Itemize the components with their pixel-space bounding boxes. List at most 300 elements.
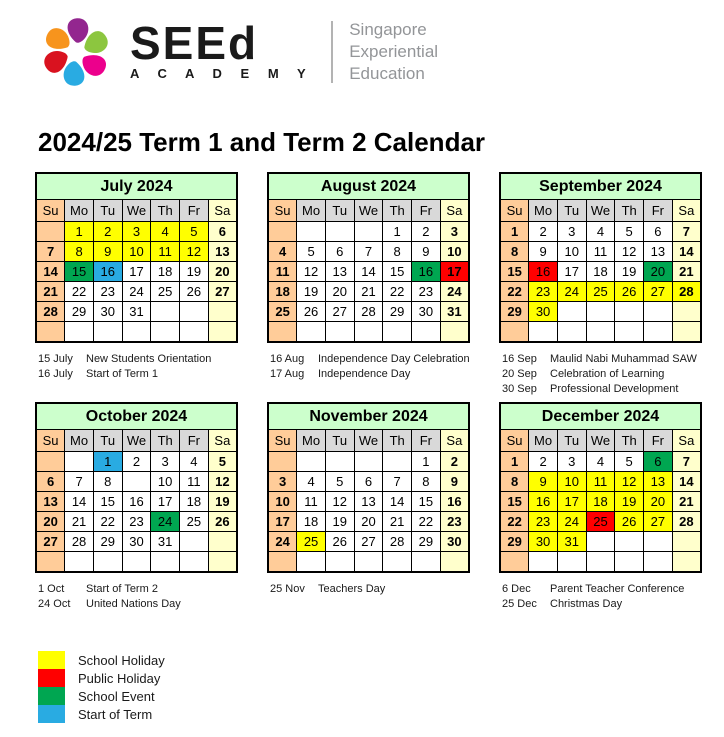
month-title: September 2024 xyxy=(500,173,701,200)
day-cell-9: 9 xyxy=(412,242,441,262)
month-title: December 2024 xyxy=(500,403,701,430)
day-cell-3: 3 xyxy=(268,472,297,492)
day-cell-empty xyxy=(615,552,644,573)
day-cell-25: 25 xyxy=(297,532,326,552)
note-date: 25 Dec xyxy=(502,598,537,610)
day-cell-12: 12 xyxy=(208,472,237,492)
day-cell-10: 10 xyxy=(440,242,469,262)
day-cell-21: 21 xyxy=(672,492,701,512)
legend-swatch-school-event xyxy=(38,687,65,705)
day-cell-empty xyxy=(644,532,673,552)
day-cell-8: 8 xyxy=(65,242,94,262)
day-cell-22: 22 xyxy=(383,282,412,302)
day-cell-12: 12 xyxy=(615,242,644,262)
weekday-header-we: We xyxy=(354,430,383,452)
day-cell-1: 1 xyxy=(500,452,529,472)
day-cell-12: 12 xyxy=(297,262,326,282)
day-cell-23: 23 xyxy=(440,512,469,532)
day-cell-23: 23 xyxy=(412,282,441,302)
weekday-header-fr: Fr xyxy=(644,430,673,452)
day-cell-22: 22 xyxy=(65,282,94,302)
month-calendar-october xyxy=(35,402,238,632)
logo xyxy=(36,12,438,92)
note-date: 6 Dec xyxy=(502,583,531,595)
weekday-header-we: We xyxy=(586,200,615,222)
day-cell-6: 6 xyxy=(36,472,65,492)
day-cell-8: 8 xyxy=(500,472,529,492)
day-cell-empty xyxy=(672,532,701,552)
day-cell-6: 6 xyxy=(208,222,237,242)
day-cell-3: 3 xyxy=(440,222,469,242)
day-cell-15: 15 xyxy=(500,492,529,512)
calendar-table xyxy=(267,172,470,343)
day-cell-empty xyxy=(615,532,644,552)
note-date: 20 Sep xyxy=(502,368,537,380)
weekday-header-sa: Sa xyxy=(440,200,469,222)
day-cell-empty xyxy=(586,552,615,573)
day-cell-13: 13 xyxy=(208,242,237,262)
day-cell-empty xyxy=(36,322,65,343)
day-cell-7: 7 xyxy=(36,242,65,262)
day-cell-empty xyxy=(268,322,297,343)
day-cell-5: 5 xyxy=(615,222,644,242)
day-cell-empty xyxy=(672,322,701,343)
day-cell-empty xyxy=(151,552,180,573)
day-cell-19: 19 xyxy=(297,282,326,302)
day-cell-30: 30 xyxy=(412,302,441,322)
day-cell-16: 16 xyxy=(412,262,441,282)
day-cell-4: 4 xyxy=(297,472,326,492)
legend-label: Public Holiday xyxy=(78,670,161,686)
day-cell-26: 26 xyxy=(297,302,326,322)
day-cell-2: 2 xyxy=(122,452,151,472)
day-cell-9: 9 xyxy=(93,242,122,262)
note-date: 25 Nov xyxy=(270,583,305,595)
day-cell-22: 22 xyxy=(500,512,529,532)
legend-label: School Holiday xyxy=(78,652,165,668)
day-cell-3: 3 xyxy=(557,452,586,472)
day-cell-5: 5 xyxy=(297,242,326,262)
day-cell-29: 29 xyxy=(65,302,94,322)
day-cell-11: 11 xyxy=(151,242,180,262)
petal xyxy=(68,18,89,42)
day-cell-31: 31 xyxy=(557,532,586,552)
day-cell-18: 18 xyxy=(180,492,209,512)
note-date: 24 Oct xyxy=(38,598,71,610)
day-cell-23: 23 xyxy=(529,282,558,302)
day-cell-15: 15 xyxy=(500,262,529,282)
day-cell-28: 28 xyxy=(36,302,65,322)
day-cell-14: 14 xyxy=(672,242,701,262)
day-cell-31: 31 xyxy=(122,302,151,322)
day-cell-17: 17 xyxy=(557,262,586,282)
day-cell-empty xyxy=(93,322,122,343)
day-cell-13: 13 xyxy=(644,472,673,492)
day-cell-8: 8 xyxy=(383,242,412,262)
day-cell-empty xyxy=(412,552,441,573)
calendar-table xyxy=(35,172,238,343)
day-cell-empty xyxy=(412,322,441,343)
day-cell-15: 15 xyxy=(93,492,122,512)
day-cell-empty xyxy=(354,452,383,472)
legend-row-school-holiday xyxy=(38,651,165,669)
weekday-header-sa: Sa xyxy=(672,200,701,222)
day-cell-24: 24 xyxy=(557,512,586,532)
day-cell-31: 31 xyxy=(151,532,180,552)
note-label: Independence Day Celebration xyxy=(318,353,470,365)
weekday-header-tu: Tu xyxy=(93,430,122,452)
day-cell-27: 27 xyxy=(644,512,673,532)
legend-row-school-event xyxy=(38,687,165,705)
day-cell-6: 6 xyxy=(644,222,673,242)
weekday-header-tu: Tu xyxy=(557,430,586,452)
day-cell-empty xyxy=(529,552,558,573)
weekday-header-we: We xyxy=(122,430,151,452)
day-cell-2: 2 xyxy=(93,222,122,242)
day-cell-3: 3 xyxy=(557,222,586,242)
note-row xyxy=(502,582,702,597)
day-cell-20: 20 xyxy=(644,262,673,282)
day-cell-empty xyxy=(440,552,469,573)
day-cell-15: 15 xyxy=(65,262,94,282)
weekday-header-su: Su xyxy=(268,200,297,222)
note-date: 15 July xyxy=(38,353,73,365)
day-cell-20: 20 xyxy=(325,282,354,302)
note-date: 16 Aug xyxy=(270,353,305,365)
day-cell-7: 7 xyxy=(354,242,383,262)
weekday-header-su: Su xyxy=(500,430,529,452)
month-calendar-december xyxy=(499,402,702,632)
day-cell-16: 16 xyxy=(529,492,558,512)
month-calendar-september xyxy=(499,172,702,402)
day-cell-19: 19 xyxy=(615,492,644,512)
day-cell-20: 20 xyxy=(36,512,65,532)
day-cell-empty xyxy=(180,552,209,573)
day-cell-empty xyxy=(586,302,615,322)
day-cell-10: 10 xyxy=(557,472,586,492)
day-cell-empty xyxy=(615,302,644,322)
day-cell-18: 18 xyxy=(268,282,297,302)
day-cell-24: 24 xyxy=(557,282,586,302)
weekday-header-th: Th xyxy=(151,200,180,222)
day-cell-30: 30 xyxy=(440,532,469,552)
weekday-header-su: Su xyxy=(36,200,65,222)
calendar-table xyxy=(499,172,702,343)
day-cell-empty xyxy=(122,322,151,343)
day-cell-15: 15 xyxy=(412,492,441,512)
day-cell-19: 19 xyxy=(208,492,237,512)
day-cell-14: 14 xyxy=(36,262,65,282)
day-cell-25: 25 xyxy=(180,512,209,532)
month-notes xyxy=(267,352,470,382)
weekday-header-mo: Mo xyxy=(65,430,94,452)
day-cell-empty xyxy=(325,322,354,343)
weekday-header-sa: Sa xyxy=(440,430,469,452)
day-cell-19: 19 xyxy=(325,512,354,532)
day-cell-2: 2 xyxy=(529,452,558,472)
day-cell-7: 7 xyxy=(383,472,412,492)
day-cell-empty xyxy=(208,302,237,322)
day-cell-28: 28 xyxy=(672,512,701,532)
day-cell-11: 11 xyxy=(268,262,297,282)
day-cell-empty xyxy=(180,322,209,343)
day-cell-2: 2 xyxy=(529,222,558,242)
note-date: 16 Sep xyxy=(502,353,537,365)
day-cell-10: 10 xyxy=(122,242,151,262)
day-cell-empty xyxy=(644,552,673,573)
day-cell-17: 17 xyxy=(440,262,469,282)
day-cell-16: 16 xyxy=(93,262,122,282)
legend-swatch-school-holiday xyxy=(38,651,65,669)
logo-academy-text: A C A D E M Y xyxy=(130,66,314,82)
day-cell-24: 24 xyxy=(268,532,297,552)
day-cell-27: 27 xyxy=(36,532,65,552)
day-cell-28: 28 xyxy=(383,532,412,552)
day-cell-5: 5 xyxy=(615,452,644,472)
day-cell-9: 9 xyxy=(440,472,469,492)
day-cell-4: 4 xyxy=(586,452,615,472)
day-cell-26: 26 xyxy=(615,282,644,302)
logo-tagline xyxy=(349,19,438,84)
day-cell-27: 27 xyxy=(325,302,354,322)
day-cell-empty xyxy=(644,322,673,343)
day-cell-22: 22 xyxy=(93,512,122,532)
day-cell-1: 1 xyxy=(412,452,441,472)
day-cell-28: 28 xyxy=(354,302,383,322)
legend-row-public-holiday xyxy=(38,669,165,687)
legend-row-start-of-term xyxy=(38,705,165,723)
day-cell-empty xyxy=(180,532,209,552)
day-cell-empty xyxy=(557,302,586,322)
note-label: Start of Term 2 xyxy=(86,583,158,595)
day-cell-23: 23 xyxy=(93,282,122,302)
day-cell-30: 30 xyxy=(93,302,122,322)
day-cell-empty xyxy=(615,322,644,343)
month-calendar-november xyxy=(267,402,470,632)
day-cell-empty xyxy=(297,222,326,242)
calendar-table xyxy=(499,402,702,573)
day-cell-empty xyxy=(180,302,209,322)
day-cell-empty xyxy=(529,322,558,343)
weekday-header-su: Su xyxy=(500,200,529,222)
day-cell-10: 10 xyxy=(151,472,180,492)
weekday-header-fr: Fr xyxy=(644,200,673,222)
day-cell-empty xyxy=(208,552,237,573)
day-cell-empty xyxy=(65,322,94,343)
day-cell-4: 4 xyxy=(268,242,297,262)
day-cell-empty xyxy=(208,322,237,343)
day-cell-13: 13 xyxy=(36,492,65,512)
day-cell-9: 9 xyxy=(529,242,558,262)
note-row xyxy=(270,367,470,382)
day-cell-11: 11 xyxy=(180,472,209,492)
day-cell-25: 25 xyxy=(151,282,180,302)
day-cell-13: 13 xyxy=(644,242,673,262)
day-cell-23: 23 xyxy=(529,512,558,532)
day-cell-10: 10 xyxy=(557,242,586,262)
weekday-header-fr: Fr xyxy=(180,200,209,222)
day-cell-8: 8 xyxy=(412,472,441,492)
note-label: Maulid Nabi Muhammad SAW xyxy=(550,353,697,365)
logo-tagline-line: Experiential xyxy=(349,42,439,62)
logo-divider xyxy=(331,21,333,83)
note-row xyxy=(502,382,702,397)
day-cell-18: 18 xyxy=(297,512,326,532)
day-cell-empty xyxy=(36,552,65,573)
month-calendar-august xyxy=(267,172,470,402)
day-cell-empty xyxy=(65,452,94,472)
day-cell-4: 4 xyxy=(180,452,209,472)
day-cell-empty xyxy=(672,552,701,573)
day-cell-empty xyxy=(297,552,326,573)
weekday-header-we: We xyxy=(354,200,383,222)
logo-tagline-line: Education xyxy=(349,63,425,83)
weekday-header-th: Th xyxy=(615,200,644,222)
note-date: 16 July xyxy=(38,368,73,380)
day-cell-29: 29 xyxy=(412,532,441,552)
note-label: Parent Teacher Conference xyxy=(550,583,685,595)
month-title: August 2024 xyxy=(268,173,469,200)
day-cell-16: 16 xyxy=(122,492,151,512)
day-cell-empty xyxy=(325,222,354,242)
day-cell-21: 21 xyxy=(65,512,94,532)
day-cell-empty xyxy=(93,552,122,573)
day-cell-empty xyxy=(500,552,529,573)
weekday-header-sa: Sa xyxy=(672,430,701,452)
day-cell-5: 5 xyxy=(208,452,237,472)
month-title: November 2024 xyxy=(268,403,469,430)
weekday-header-fr: Fr xyxy=(180,430,209,452)
legend-label: School Event xyxy=(78,688,155,704)
day-cell-23: 23 xyxy=(122,512,151,532)
weekday-header-sa: Sa xyxy=(208,430,237,452)
months-grid xyxy=(35,172,702,632)
day-cell-3: 3 xyxy=(122,222,151,242)
day-cell-17: 17 xyxy=(557,492,586,512)
day-cell-empty xyxy=(36,452,65,472)
day-cell-empty xyxy=(672,302,701,322)
weekday-header-fr: Fr xyxy=(412,200,441,222)
weekday-header-mo: Mo xyxy=(65,200,94,222)
day-cell-18: 18 xyxy=(586,262,615,282)
day-cell-6: 6 xyxy=(325,242,354,262)
day-cell-1: 1 xyxy=(93,452,122,472)
day-cell-12: 12 xyxy=(615,472,644,492)
day-cell-empty xyxy=(586,532,615,552)
day-cell-18: 18 xyxy=(151,262,180,282)
day-cell-20: 20 xyxy=(644,492,673,512)
weekday-header-mo: Mo xyxy=(297,430,326,452)
note-row xyxy=(38,597,238,612)
day-cell-1: 1 xyxy=(383,222,412,242)
seed-petal-icon xyxy=(36,12,116,92)
month-title: July 2024 xyxy=(36,173,237,200)
day-cell-empty xyxy=(500,322,529,343)
legend xyxy=(38,651,165,723)
day-cell-empty xyxy=(297,322,326,343)
day-cell-11: 11 xyxy=(586,472,615,492)
calendar-table xyxy=(267,402,470,573)
day-cell-empty xyxy=(586,322,615,343)
day-cell-empty xyxy=(151,302,180,322)
day-cell-14: 14 xyxy=(672,472,701,492)
note-label: Christmas Day xyxy=(550,598,623,610)
month-notes xyxy=(35,352,238,382)
day-cell-17: 17 xyxy=(268,512,297,532)
day-cell-28: 28 xyxy=(672,282,701,302)
note-row xyxy=(270,352,470,367)
logo-wordmark xyxy=(130,16,314,82)
day-cell-24: 24 xyxy=(440,282,469,302)
day-cell-6: 6 xyxy=(644,452,673,472)
note-row xyxy=(38,367,238,382)
month-notes xyxy=(499,582,702,612)
note-row xyxy=(38,352,238,367)
note-label: Professional Development xyxy=(550,383,679,395)
day-cell-empty xyxy=(354,552,383,573)
day-cell-17: 17 xyxy=(151,492,180,512)
weekday-header-tu: Tu xyxy=(93,200,122,222)
day-cell-31: 31 xyxy=(440,302,469,322)
day-cell-empty xyxy=(383,452,412,472)
day-cell-21: 21 xyxy=(383,512,412,532)
day-cell-21: 21 xyxy=(672,262,701,282)
day-cell-30: 30 xyxy=(529,532,558,552)
note-label: Celebration of Learning xyxy=(550,368,665,380)
day-cell-15: 15 xyxy=(383,262,412,282)
day-cell-29: 29 xyxy=(500,532,529,552)
day-cell-1: 1 xyxy=(65,222,94,242)
note-row xyxy=(502,367,702,382)
day-cell-29: 29 xyxy=(383,302,412,322)
day-cell-empty xyxy=(557,322,586,343)
weekday-header-mo: Mo xyxy=(529,200,558,222)
note-label: Independence Day xyxy=(318,368,411,380)
day-cell-empty xyxy=(325,452,354,472)
note-date: 30 Sep xyxy=(502,383,537,395)
day-cell-26: 26 xyxy=(615,512,644,532)
note-label: Teachers Day xyxy=(318,583,386,595)
day-cell-1: 1 xyxy=(500,222,529,242)
day-cell-25: 25 xyxy=(586,512,615,532)
month-calendar-july xyxy=(35,172,238,402)
calendar-table xyxy=(35,402,238,573)
day-cell-empty xyxy=(325,552,354,573)
month-notes xyxy=(499,352,702,397)
weekday-header-sa: Sa xyxy=(208,200,237,222)
day-cell-8: 8 xyxy=(500,242,529,262)
day-cell-empty xyxy=(208,532,237,552)
day-cell-12: 12 xyxy=(180,242,209,262)
day-cell-24: 24 xyxy=(151,512,180,532)
weekday-header-tu: Tu xyxy=(325,200,354,222)
day-cell-5: 5 xyxy=(325,472,354,492)
legend-swatch-public-holiday xyxy=(38,669,65,687)
weekday-header-fr: Fr xyxy=(412,430,441,452)
note-date: 17 Aug xyxy=(270,368,305,380)
day-cell-7: 7 xyxy=(672,452,701,472)
note-row xyxy=(502,597,702,612)
day-cell-26: 26 xyxy=(325,532,354,552)
day-cell-4: 4 xyxy=(586,222,615,242)
day-cell-11: 11 xyxy=(586,242,615,262)
weekday-header-tu: Tu xyxy=(325,430,354,452)
day-cell-empty xyxy=(557,552,586,573)
weekday-header-th: Th xyxy=(615,430,644,452)
weekday-header-th: Th xyxy=(383,430,412,452)
day-cell-10: 10 xyxy=(268,492,297,512)
day-cell-9: 9 xyxy=(529,472,558,492)
